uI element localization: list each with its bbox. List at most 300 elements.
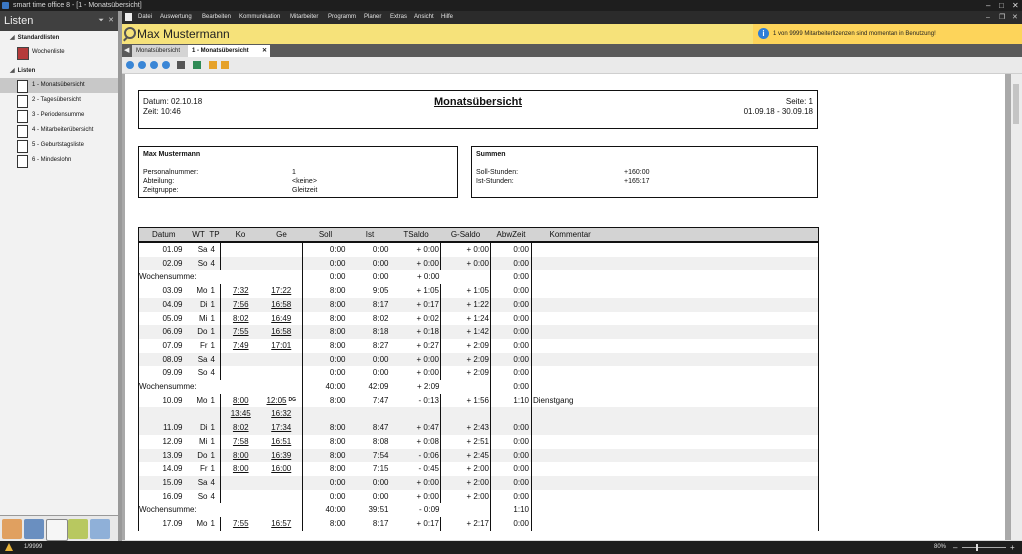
cell-soll: 8:00 [303, 298, 349, 312]
menu-bar [122, 11, 1022, 24]
table-row [139, 284, 819, 298]
cell-soll: 0:00 [303, 353, 349, 367]
time-table [138, 227, 819, 531]
document-icon [17, 80, 28, 93]
license-text: 1 von 9999 Mitarbeiterlizenzen sind momentan in Benutzung! [773, 31, 936, 37]
cell-ist: 8:27 [372, 340, 389, 350]
cell-gs: + 1:05 [466, 286, 489, 296]
cell-gs: + 1:22 [441, 298, 491, 312]
cell-ts: - 0:06 [392, 449, 441, 463]
status-count: 1/9999 [24, 544, 43, 550]
cell-datum: 14.09 [139, 462, 189, 476]
cell-ko [221, 490, 261, 504]
cell-ts: + 0:08 [392, 435, 441, 449]
cell-kom [532, 503, 819, 517]
cell-gs: + 2:09 [466, 340, 489, 350]
cell-ist: 8:17 [349, 298, 392, 312]
col-ist: Ist [349, 228, 392, 243]
menu-ansicht[interactable]: Ansicht [414, 14, 434, 20]
week-sum-row [139, 270, 819, 284]
cell-datum: 05.09 [139, 312, 189, 326]
app-icon [2, 2, 9, 9]
cell-wt: Mi [199, 436, 208, 446]
cell-datum: 16.09 [139, 490, 189, 504]
cell-datum: 11.09 [139, 421, 189, 435]
cell-abw: 0:00 [491, 435, 532, 449]
list-item-mindeslohn[interactable]: 6 - Mindeslohn [0, 153, 118, 168]
home-icon[interactable] [2, 519, 22, 539]
cell-abw: 0:00 [491, 312, 532, 326]
cell-soll: 40:00 [303, 503, 349, 517]
zoom-level: 80% [934, 544, 947, 550]
cell-abw: 1:10 [491, 503, 532, 517]
first-page-icon[interactable] [126, 61, 134, 69]
cell-ist: 8:08 [372, 436, 389, 446]
list-item-periodensumme[interactable]: 3 - Periodensumme [0, 108, 118, 123]
cell-ts [392, 407, 441, 421]
cell-abw: 0:00 [491, 339, 532, 353]
cell-ist: 0:00 [372, 491, 389, 501]
cell-ko: 7:55 [221, 517, 261, 531]
cell-abw: 0:00 [491, 476, 532, 490]
cell-datum: 04.09 [139, 298, 189, 312]
cell-ist: 0:00 [349, 476, 392, 490]
col-abwzeit: AbwZeit [491, 228, 532, 243]
report-time: Zeit: 10:46 [143, 107, 181, 116]
cell-ge: 17:22 [261, 284, 303, 298]
list-item-tagesuebersicht[interactable]: 2 - Tagesübersicht [0, 93, 118, 108]
cell-wt: So [197, 368, 208, 378]
cell-datum: 02.09 [139, 257, 189, 271]
cell-kom [532, 421, 819, 435]
table-row [139, 325, 819, 339]
document-icon [17, 110, 28, 123]
tab-1-monatsuebersicht[interactable]: 1 - Monatsübersicht ✕ [188, 45, 270, 57]
menu-datei[interactable]: Datei [138, 14, 153, 20]
col-ko: Ko [221, 228, 261, 243]
value-ist-stunden: +165:17 [624, 178, 650, 185]
cell-kom [532, 435, 819, 449]
table-row [139, 407, 819, 421]
cell-kom [532, 298, 819, 312]
cell-gs: + 1:56 [466, 395, 489, 405]
next-page-icon[interactable] [150, 61, 158, 69]
cell-soll: 8:00 [303, 325, 349, 339]
cell-wt: Mo [196, 286, 208, 296]
cell-wt [189, 407, 209, 421]
menu-hilfe[interactable]: Hilfe [441, 14, 454, 20]
cell-ts: + 0:02 [392, 312, 441, 326]
report-icon [17, 47, 29, 60]
cell-ts: + 0:00 [392, 353, 441, 367]
cell-tp: 4 [210, 368, 215, 378]
section-listen[interactable]: ◢ Listen [10, 68, 36, 74]
report-date: Datum: 02.10.18 [143, 97, 203, 106]
cell-kom [532, 312, 819, 326]
list-icon[interactable] [46, 519, 68, 541]
cell-kom [532, 339, 819, 353]
cell-ist: 0:00 [349, 257, 392, 271]
cell-gs: + 2:00 [466, 464, 489, 474]
cell-kom [532, 353, 819, 367]
cell-abw: 0:00 [491, 270, 532, 284]
cell-soll: 8:00 [329, 313, 346, 323]
cell-abw: 0:00 [491, 284, 532, 298]
cell-wt: Mi [199, 313, 208, 323]
report-viewer [122, 74, 1011, 540]
cell-gs: + 2:00 [466, 491, 489, 501]
cell-ko: 13:45 [221, 407, 261, 421]
cell-wt: Sa [197, 245, 208, 254]
cell-ko [221, 366, 261, 380]
cell-ge [261, 490, 303, 504]
label-abteilung: Abteilung: [143, 178, 175, 185]
users-icon[interactable] [24, 519, 44, 539]
col-soll: Soll [303, 228, 349, 243]
report-page-number: Seite: 1 [785, 97, 813, 106]
list-item-wochenliste[interactable]: Wochenliste [0, 45, 118, 60]
menu-kommunikation[interactable]: Kommunikation [239, 14, 281, 20]
cell-ts: + 0:00 [417, 272, 440, 282]
cell-kom [532, 476, 819, 490]
cell-abw: 0:00 [491, 366, 532, 380]
planner-icon[interactable] [68, 519, 88, 539]
cell-soll: 0:00 [329, 368, 346, 378]
cell-ge: 16:58 [261, 325, 303, 339]
cell-wt: Sa [189, 476, 209, 490]
cell-ko [221, 476, 261, 490]
cell-gs: + 2:00 [441, 476, 491, 490]
mail-icon[interactable] [209, 61, 217, 69]
table-row [139, 257, 819, 271]
menu-planer[interactable]: Planer [364, 14, 382, 20]
cell-ge: 16:51 [261, 435, 303, 449]
cell-ist: 8:17 [372, 519, 389, 529]
cell-soll: 0:00 [303, 476, 349, 490]
close-icon[interactable]: ✕ [1012, 1, 1019, 10]
cell-ist: 7:15 [372, 464, 389, 474]
table-row [139, 394, 819, 408]
menu-auswertung[interactable]: Auswertung [160, 14, 192, 20]
tab-monatsuebersicht[interactable]: Monatsübersicht [132, 45, 190, 57]
table-row [139, 353, 819, 367]
vertical-scrollbar[interactable] [1011, 74, 1022, 540]
cell-wt: Fr [199, 464, 208, 474]
cell-ist: 42:09 [368, 382, 389, 392]
previous-page-icon[interactable] [138, 61, 146, 69]
document-icon [125, 13, 132, 21]
cell-datum: 01.09 [139, 242, 189, 257]
cell-tp: 1 [209, 449, 221, 463]
cell-abw: 0:00 [491, 421, 532, 435]
menu-programm[interactable]: Programm [328, 14, 357, 20]
document-icon [17, 125, 28, 138]
cell-tp: 4 [209, 353, 221, 367]
table-row [139, 476, 819, 490]
report-page [125, 74, 1005, 540]
week-sum-label: Wochensumme: [139, 270, 303, 284]
cell-tp: 1 [210, 436, 215, 446]
employee-box [138, 146, 458, 198]
col-tsaldo: TSaldo [392, 228, 441, 243]
cell-abw: 0:00 [491, 449, 532, 463]
cell-tp: 4 [210, 245, 215, 254]
employee-name[interactable]: Max Mustermann [137, 27, 230, 41]
cell-kom: Dienstgang [532, 394, 819, 408]
document-icon [17, 155, 28, 168]
zoom-slider[interactable] [962, 547, 1006, 548]
cell-ist: 39:51 [368, 505, 389, 515]
cell-ko: 7:56 [221, 298, 261, 312]
cell-ist: 7:54 [349, 449, 392, 463]
list-item-geburtstagsliste[interactable]: 5 - Geburtstagsliste [0, 138, 118, 153]
cell-ge: 17:34 [261, 421, 303, 435]
export-icon[interactable] [193, 61, 201, 69]
absence-tag: DG [288, 396, 297, 403]
cell-wt: Do [189, 325, 209, 339]
cell-soll: 8:00 [329, 340, 346, 350]
lists-panel [0, 11, 118, 541]
cell-abw: 0:00 [491, 380, 532, 394]
cell-kom [532, 462, 819, 476]
cell-ko: 8:00 [221, 394, 261, 408]
label-ist-stunden: Ist-Stunden: [476, 178, 514, 185]
cell-ist: 0:00 [372, 368, 389, 378]
cell-tp: 1 [210, 313, 215, 323]
cell-datum: 13.09 [139, 449, 189, 463]
cell-kom [532, 257, 819, 271]
cell-tp: 1 [210, 286, 215, 296]
cell-ge [261, 366, 303, 380]
cell-ts: + 2:09 [417, 382, 440, 392]
cell-ts: + 0:18 [392, 325, 441, 339]
doc-minimize-icon[interactable]: – [986, 14, 990, 21]
cell-ist: 8:02 [372, 313, 389, 323]
cell-gs: + 2:45 [441, 449, 491, 463]
cell-abw: 0:00 [491, 353, 532, 367]
cell-soll: 8:00 [303, 421, 349, 435]
document-icon [17, 95, 28, 108]
cell-ge [261, 476, 303, 490]
minimize-icon[interactable]: – [986, 1, 991, 10]
cell-gs [441, 270, 491, 284]
cell-ts: + 1:05 [392, 284, 441, 298]
panel-close-icon[interactable]: ✕ [108, 17, 114, 24]
cell-soll: 0:00 [329, 491, 346, 501]
tab-scroll-left-icon[interactable]: ◀ [124, 47, 130, 54]
cell-ts: + 0:00 [392, 257, 441, 271]
maximize-icon[interactable]: □ [999, 1, 1004, 10]
cell-wt: Fr [199, 340, 208, 350]
value-soll-stunden: +160:00 [624, 169, 650, 176]
week-sum-label: Wochensumme: [139, 380, 303, 394]
table-header [139, 228, 819, 243]
doc-close-icon[interactable]: ✕ [1012, 14, 1018, 21]
cell-datum: 10.09 [139, 394, 189, 408]
table-row [139, 366, 819, 380]
cell-ist: 8:47 [349, 421, 392, 435]
cell-ist: 9:05 [372, 286, 389, 296]
cell-gs: + 2:09 [466, 368, 489, 378]
cell-ge: 17:01 [261, 339, 303, 353]
doc-restore-icon[interactable]: ❐ [999, 14, 1006, 21]
table-row [139, 421, 819, 435]
cell-ts: + 0:47 [392, 421, 441, 435]
cell-ge: 16:39 [261, 449, 303, 463]
table-row [139, 242, 819, 257]
cell-datum: 17.09 [139, 517, 189, 531]
cell-ko: 7:58 [221, 435, 261, 449]
cell-tp: 4 [209, 257, 221, 271]
cell-tp: 1 [209, 298, 221, 312]
value-personalnummer: 1 [292, 169, 296, 176]
cell-wt: So [189, 257, 209, 271]
panel-switcher [0, 515, 118, 542]
cell-ge [261, 257, 303, 271]
scrollbar-thumb[interactable] [1013, 84, 1019, 124]
cell-datum: 09.09 [139, 366, 189, 380]
expand-icon: ◢ [10, 68, 15, 74]
section-standardlisten[interactable]: ◢ Standardlisten [10, 35, 60, 41]
cell-gs [441, 380, 491, 394]
cell-ist: 0:00 [372, 245, 389, 254]
cell-gs [441, 503, 491, 517]
sums-title: Summen [476, 151, 506, 158]
cell-kom [532, 325, 819, 339]
label-soll-stunden: Soll-Stunden: [476, 169, 519, 176]
tab-close-icon[interactable]: ✕ [261, 48, 267, 54]
cell-abw [491, 407, 532, 421]
cell-soll: 8:00 [303, 449, 349, 463]
menu-bearbeiten[interactable]: Bearbeiten [202, 14, 232, 20]
status-bar [0, 541, 1022, 554]
cell-tp: 1 [210, 519, 215, 529]
cell-kom [532, 242, 819, 257]
menu-mitarbeiter[interactable]: Mitarbeiter [290, 14, 319, 20]
cell-ts: - 0:09 [419, 505, 440, 515]
cell-tp: 4 [210, 491, 215, 501]
cell-kom [532, 449, 819, 463]
list-item-mitarbeiteruebersicht[interactable]: 4 - Mitarbeiterübersicht [0, 123, 118, 138]
cell-ts: + 0:17 [392, 517, 441, 531]
table-row [139, 339, 819, 353]
cell-soll: 8:00 [329, 395, 346, 405]
cell-tp: 4 [209, 476, 221, 490]
label-personalnummer: Personalnummer: [143, 169, 199, 176]
zoom-slider-handle[interactable] [976, 544, 978, 551]
report-toolbar [122, 57, 1022, 74]
cell-ko: 7:32 [221, 284, 261, 298]
report-period: 01.09.18 - 30.09.18 [743, 107, 813, 116]
mail-attach-icon[interactable] [221, 61, 229, 69]
cell-wt: Do [189, 449, 209, 463]
col-ge: Ge [261, 228, 303, 243]
document-icon [17, 140, 28, 153]
week-sum-label: Wochensumme: [139, 503, 303, 517]
print-icon[interactable] [177, 61, 185, 69]
cell-kom [532, 284, 819, 298]
cell-ko: 8:00 [221, 462, 261, 476]
employee-box-name: Max Mustermann [143, 151, 201, 158]
cell-soll: 8:00 [329, 519, 346, 529]
cell-abw: 0:00 [491, 298, 532, 312]
tab-bar [122, 44, 1022, 57]
cell-datum: 15.09 [139, 476, 189, 490]
cell-ge [261, 242, 303, 257]
cell-gs: + 2:43 [441, 421, 491, 435]
window-title: smart time office 8 - [1 - Monatsübersicht] [13, 2, 142, 9]
list-item-monatsuebersicht[interactable]: 1 - Monatsübersicht [0, 78, 118, 93]
cell-datum [139, 407, 189, 421]
cell-ts: + 0:17 [392, 298, 441, 312]
cell-kom [532, 380, 819, 394]
col-wt: WT [189, 228, 209, 243]
cell-ts: + 0:00 [392, 366, 441, 380]
cell-ist: 7:47 [372, 395, 389, 405]
col-kommentar: Kommentar [532, 228, 819, 243]
zoom-in-icon[interactable]: + [1010, 543, 1015, 552]
cell-gs: + 0:00 [466, 245, 489, 254]
cell-datum: 12.09 [139, 435, 189, 449]
cell-wt: Sa [189, 353, 209, 367]
week-sum-row [139, 380, 819, 394]
cell-datum: 08.09 [139, 353, 189, 367]
cell-ge: 12:05 $^{DG}$ [261, 394, 303, 408]
value-zeitgruppe: Gleitzeit [292, 187, 318, 194]
cell-abw: 1:10 [491, 394, 532, 408]
menu-extras[interactable]: Extras [390, 14, 408, 20]
cell-ist: 8:18 [349, 325, 392, 339]
cell-gs: + 2:09 [441, 353, 491, 367]
cell-soll: 8:00 [329, 436, 346, 446]
pin-icon[interactable]: ⏷ [98, 17, 104, 24]
cell-ge: 16:49 [261, 312, 303, 326]
cell-ge: 16:32 [261, 407, 303, 421]
cell-ts: + 0:00 [392, 490, 441, 504]
lists-panel-header [0, 11, 118, 31]
table-row [139, 462, 819, 476]
cell-ko [221, 242, 261, 257]
cell-ist: 0:00 [349, 353, 392, 367]
cell-ge: 16:00 [261, 462, 303, 476]
cell-abw: 0:00 [491, 517, 532, 531]
cell-gs: + 0:00 [441, 257, 491, 271]
cell-soll: 8:00 [329, 286, 346, 296]
cell-ist: 0:00 [372, 272, 389, 282]
col-datum: Datum [139, 228, 189, 243]
last-page-icon[interactable] [162, 61, 170, 69]
cell-kom [532, 490, 819, 504]
cell-abw: 0:00 [491, 325, 532, 339]
license-notice [753, 24, 1022, 44]
table-row [139, 298, 819, 312]
cell-ge: 16:58 [261, 298, 303, 312]
cell-abw: 0:00 [491, 490, 532, 504]
cell-ist [349, 407, 392, 421]
info-icon: i [758, 28, 769, 39]
person-search-icon[interactable] [90, 519, 110, 539]
cell-ko: 8:00 [221, 449, 261, 463]
report-header [138, 90, 818, 129]
cell-ko: 7:55 [221, 325, 261, 339]
col-gsaldo: G-Saldo [441, 228, 491, 243]
cell-tp: 1 [210, 395, 215, 405]
cell-ts: + 0:00 [392, 476, 441, 490]
cell-ts: + 0:27 [392, 339, 441, 353]
zoom-out-icon[interactable]: – [953, 543, 958, 552]
cell-tp: 1 [210, 464, 215, 474]
cell-abw: 0:00 [491, 462, 532, 476]
